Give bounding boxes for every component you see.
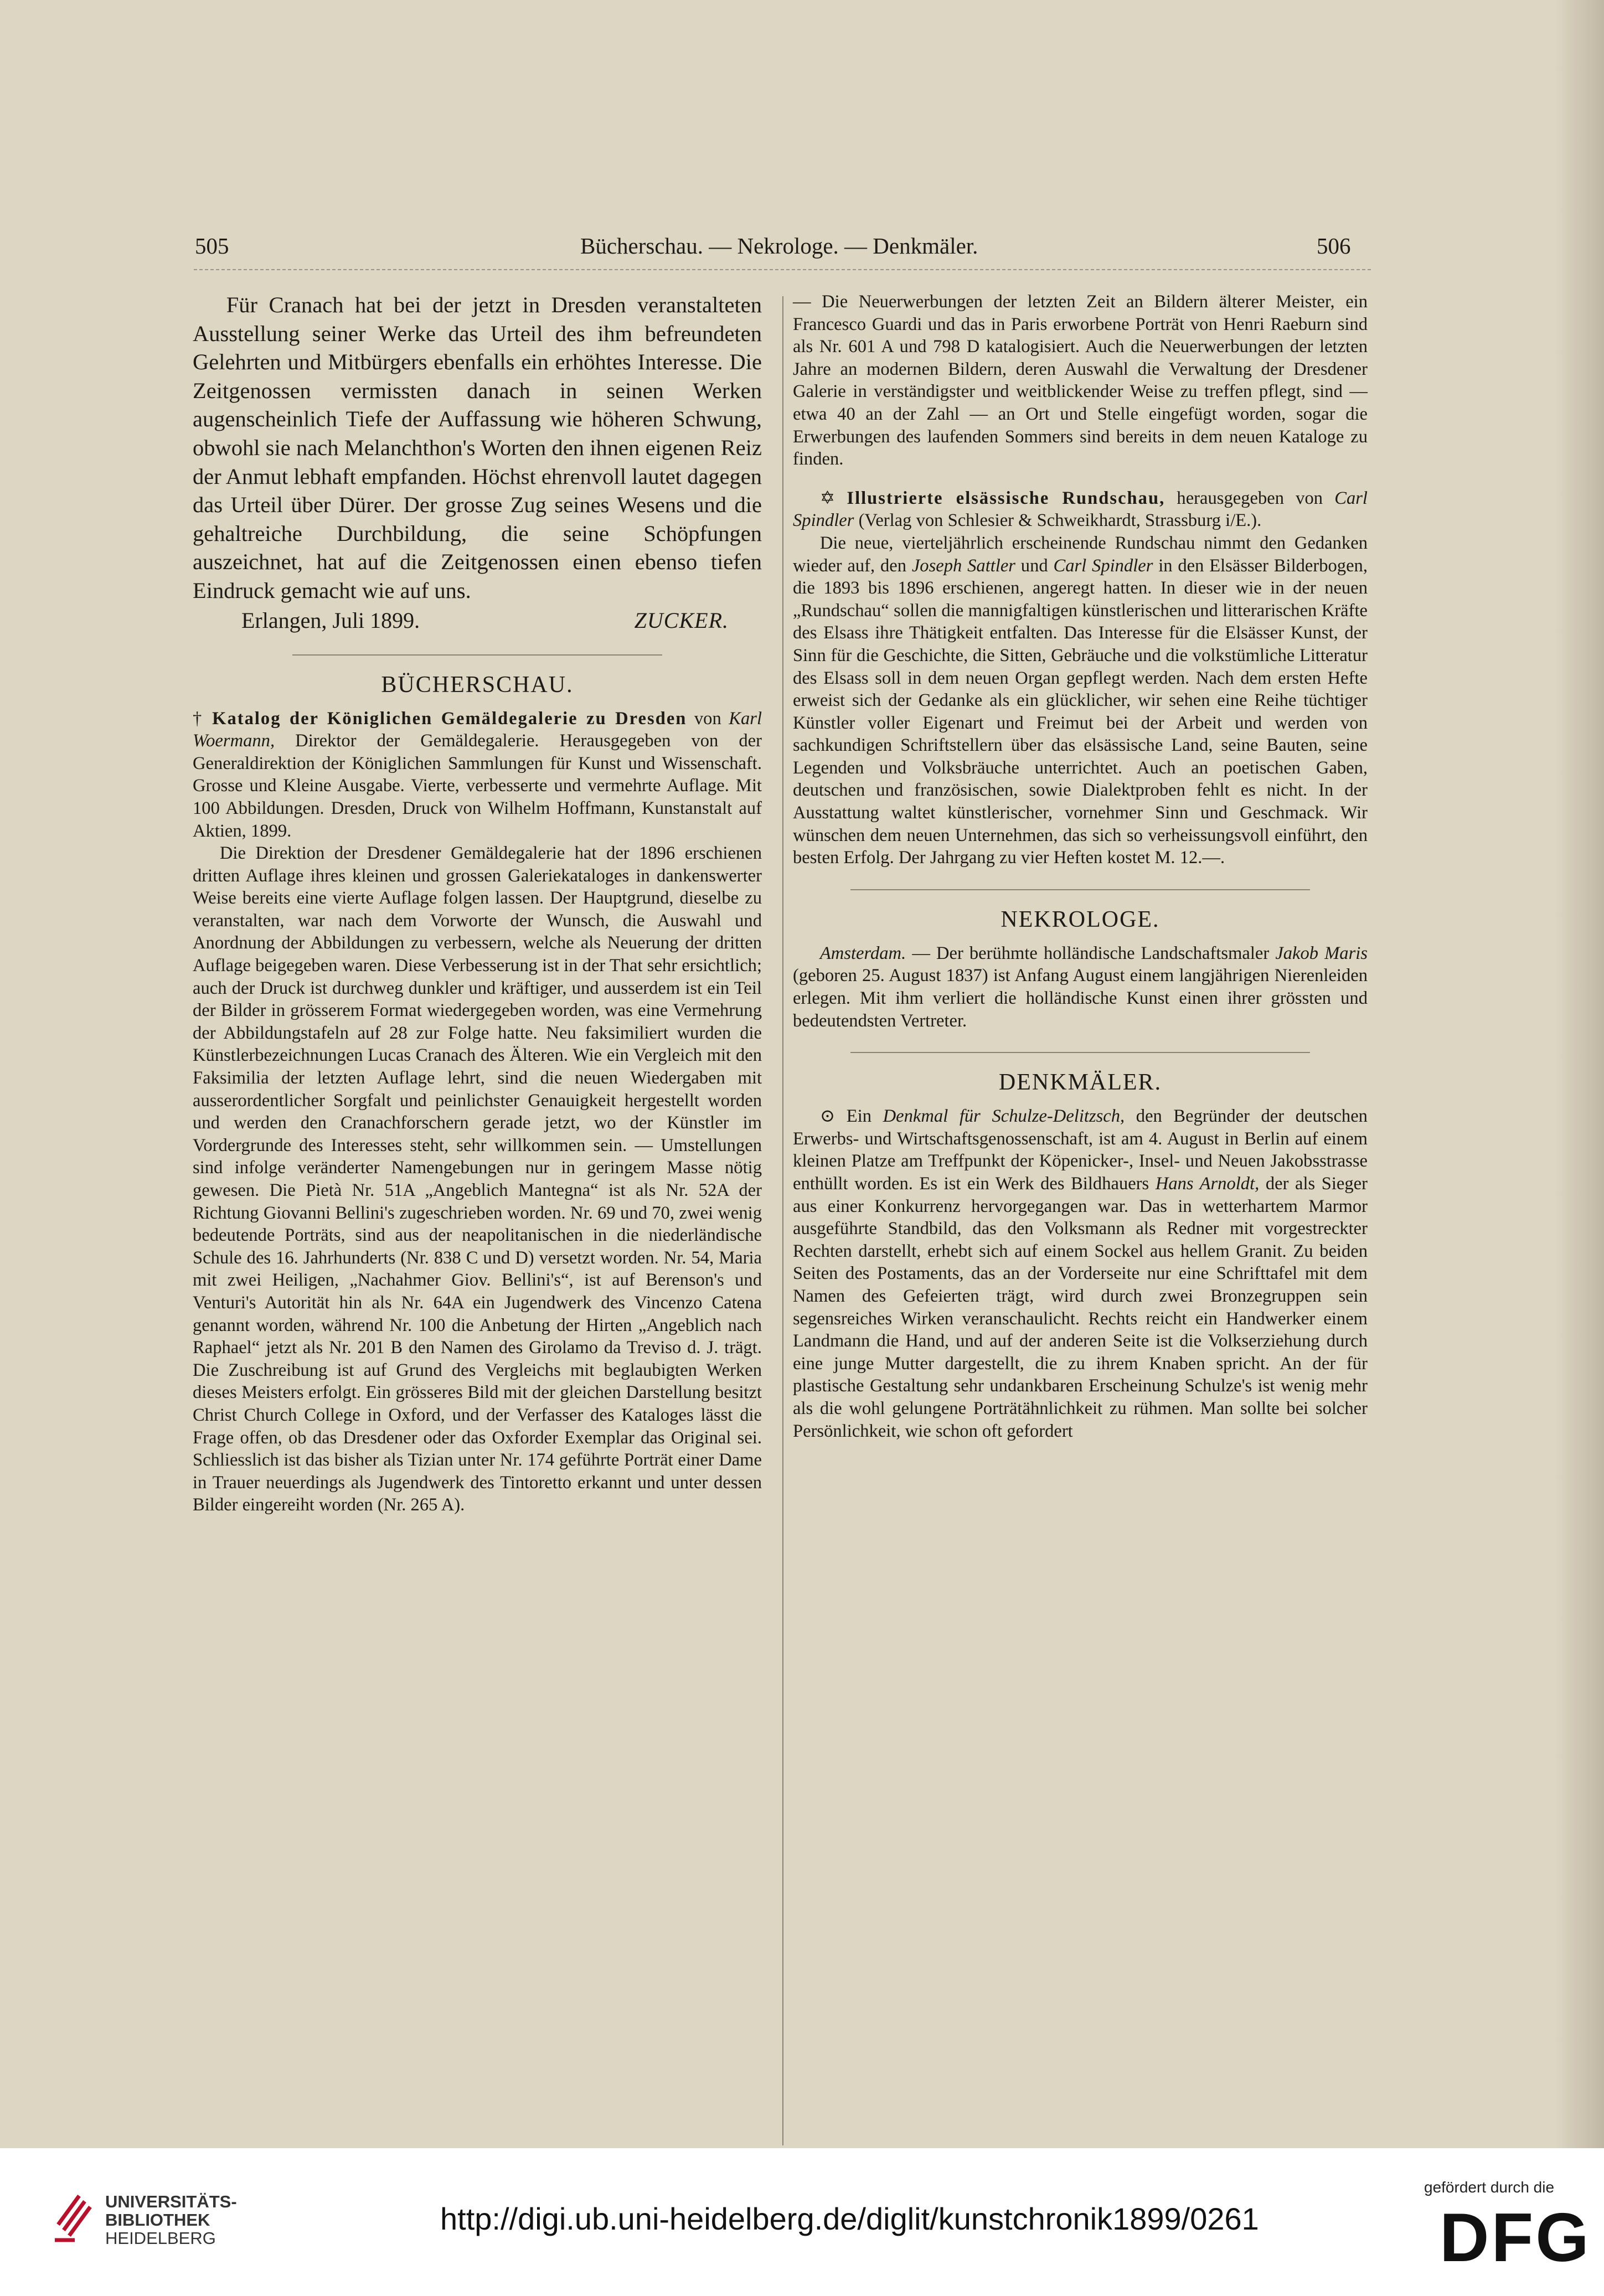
running-title: Bücherschau. — Nekrologe. — Denkmäler. xyxy=(580,233,978,259)
university-library-logo-icon xyxy=(53,2191,92,2245)
cranach-paragraph: Für Cranach hat bei der jetzt in Dresden veranstalteten Ausstellung seiner Werke das Urteil des ihm befreundeten Gelehrten und Mitbürgers ebenfalls ein erhöhtes Interesse. Die Zeitgenossen vermissten danach in seinen Werken augenscheinlich Tiefe der Auffassung wie höheren Schwung, obwohl sie nach Melanchthon's Worten den ihnen eigenen Reiz der Anmut lebhaft empfanden. Höchst ehrenvoll lautet dagegen das Urteil über Dürer. Der grosse Zug seines Wesens und die gehaltreiche Durchbildung, die seine Schöpfungen auszeichnet, hat auf die Zeitgenossen einen ebenso tiefen Eindruck gemacht wie auf uns. xyxy=(193,292,762,603)
catalog-review: Die Direktion der Dresdener Gemäldegalerie hat der 1896 erschienen dritten Auflage ihres kleinen und grossen Galeriekataloges in dankenswerter Weise bereits eine vierte Auflage folgen lassen. Der Hauptgrund, dieselbe zu veranstalten, war nach dem Vorworte der Wunsch, die Auswahl und Anordnung der Abbildungen zu verbessern, welche als Neuerung der dritten Auflage beigegeben waren. Diese Verbesserung ist in der That sehr ersichtlich; auch der Druck ist durchweg dunkler und kräftiger, und ausserdem ist ein Teil der Bilder in grösserem Format wiedergegeben worden, was eine Vermehrung der Abbildungstafeln auf 28 zur Folge hatte. Neu faksimiliert wurden die Künstlerbezeichnungen Lucas Cranach des Älteren. Wie ein Vergleich mit den Faksimilia der letzten Auflage lehrt, sind die neuen Wiedergaben mit ausserordentlicher Sorgfalt und peinlichster Genauigkeit hergestellt worden und werden den Cranachforschern gerade jetzt, wo der Künstler im Vordergrunde des Interesses steht, sehr willkommen sein. — Umstellungen sind infolge veränderter Namengebungen nur in geringem Masse nötig gewesen. Die Pietà Nr. 51A „Angeblich Mantegna“ ist als Nr. 52A der Richtung Giovanni Bellini's zugeschrieben worden. Nr. 69 und 70, zwei wenig bedeutende Porträts, sind aus der neapolitanischen in die niederländische Schule des 16. Jahrhunderts (Nr. 838 C und D) versetzt worden. Nr. 54, Maria mit zwei Heiligen, „Nachahmer Giov. Bellini's“, ist auf Berenson's und Venturi's Autorität hin als Nr. 64A ein Jugendwerk des Vincenzo Catena genannt worden, während Nr. 100 die Anbetung der Hirten „Angeblich nach Raphael“ jetzt als Nr. 201 B den Namen des Girolamo da Treviso d. J. trägt. Die Zuschreibung ist auf Grund des Vergleichs mit beglaubigten Werken dieses Meisters erfolgt. Ein grösseres Bild mit der gleichen Darstellung besitzt Christ Church College in Oxford, und der Verfasser des Kataloges lässt die Frage offen, ob das Dresdener oder das Oxforder Exemplar das Original sei. Schliesslich ist das bisher als Tizian unter Nr. 174 geführte Porträt einer Dame in Trauer neuerdings als Jugendwerk des Tintoretto erkannt und unter dessen Bilder eingereiht worden (Nr. 265 A). xyxy=(193,843,762,1515)
catalog-entry: † Katalog der Königlichen Gemäldegalerie zu Dresden von Karl Woermann, Direktor der Gemäldegalerie. Herausgegeben von der Generaldirektion der Königlichen Sammlungen für Kunst und Wissenschaft. Grosse und Kleine Ausgabe. Vierte, verbesserte und vermehrte Auflage. Mit 100 Abbildungen. Dresden, Druck von Wilhelm Hoffmann, Kunstanstalt auf Aktien, 1899. xyxy=(193,708,762,841)
right-column xyxy=(793,291,1368,1442)
acquisitions-paragraph: — Die Neuerwerbungen der letzten Zeit an Bildern älterer Meister, ein Francesco Guardi und das in Paris erworbene Porträt von Henri Raeburn sind als Nr. 601 A und 798 D katalogisiert. Auch die Neuerwerbungen der letzten Jahre an modernen Bildern, deren Auswahl die Verwaltung der Dresdener Galerie in verständigster und weitblickender Weise zu treffen pflegt, sind — etwa 40 an der Zahl — an Ort und Stelle eingefügt worden, sogar die Erwerbungen des laufenden Sommers sind bereits in dem neuen Kataloge zu finden. xyxy=(793,292,1368,469)
permalink-url[interactable]: http://digi.ub.uni-heidelberg.de/diglit/kunstchronik1899/0261 xyxy=(440,2201,1259,2236)
section-rule xyxy=(850,889,1310,890)
section-heading-nekrologe: NEKROLOGE. xyxy=(1000,906,1160,932)
signature-author: ZUCKER. xyxy=(634,607,729,633)
entry-mark: † xyxy=(193,708,205,729)
rundschau-title: Illustrierte elsässische Rundschau, xyxy=(847,488,1165,508)
section-heading-denkmaeler: DENKMÄLER. xyxy=(998,1070,1162,1096)
section-heading-buecherschau: BÜCHERSCHAU. xyxy=(381,672,574,698)
library-name: UNIVERSITÄTS- BIBLIOTHEK HEIDELBERG xyxy=(105,2192,237,2248)
column-divider xyxy=(782,296,783,2145)
section-rule xyxy=(292,654,662,656)
rundschau-editor: Carl Spindler xyxy=(793,488,1368,531)
entry-title: Katalog der Königlichen Gemäldegalerie zu Dresden xyxy=(212,708,687,729)
star-icon: ✡ xyxy=(819,488,835,508)
funding-note: gefördert durch die xyxy=(1424,2179,1555,2196)
signature-line xyxy=(193,606,762,634)
left-column xyxy=(193,291,762,1516)
digitization-footer xyxy=(0,2148,1604,2296)
obituary-maris: Amsterdam. — Der berühmte holländische Landschaftsmaler Jakob Maris (geboren 25. August 1837) ist Anfang August einem langjährigen Nierenleiden erlegen. Mit ihm verliert die holländische Kunst einen ihrer grössten und bedeutendsten Vertreter. xyxy=(793,943,1368,1031)
rundschau-review: Die neue, vierteljährlich erscheinende Rundschau nimmt den Gedanken wieder auf, den Joseph Sattler und Carl Spindler in den Elsässer Bilderbogen, die 1893 bis 1896 erschienen, angeregt hatten. In dieser wie in der neuen „Rundschau“ sollen die mannigfaltigen künstlerischen und litterarischen Kräfte des Elsass ihre Thätigkeit entfalten. Das Interesse für die Elsässer Kunst, der Sinn für die Geschichte, die Sitten, Gebräuche und die volkstümliche Litteratur des Elsass soll in dem neuen Organ gepflegt werden. Nach dem ersten Hefte erweist sich der Gedanke als ein glücklicher, wir sehen eine Reihe tüchtiger Künstler voller Eigenart und Freimut bei der Arbeit und werden von sachkundigen Schriftstellern über das elsässische Land, seine Bauten, seine Legenden und Volksbräuche unterrichtet. Auch an poetischen Gaben, deutschen und französischen, sowie Dialektproben fehlt es nicht. In der Ausstattung waltet künstlerischer, vornehmer Sinn und Geschmack. Wir wünschen dem neuen Unternehmen, das sich so verheissungsvoll einführt, den besten Erfolg. Der Jahrgang zu vier Heften kostet M. 12.—. xyxy=(793,533,1368,868)
page-number-right: 506 xyxy=(1317,233,1351,259)
circle-dot-icon: ⊙ xyxy=(819,1106,835,1127)
section-rule xyxy=(850,1052,1310,1053)
rundschau-entry: ✡ Illustrierte elsässische Rundschau, herausgegeben von Carl Spindler (Verlag von Schlesier & Schweikhardt, Strassburg i/E.). xyxy=(793,488,1368,531)
entry-author: Karl Woermann, xyxy=(193,708,762,751)
signature-place: Erlangen, Juli 1899. xyxy=(241,607,420,633)
monument-paragraph: ⊙ Ein Denkmal für Schulze-Delitzsch, den Begründer der deutschen Erwerbs- und Wirtschaftsgenossenschaft, ist am 4. August in Berlin auf einem kleinen Platze am Treffpunkt der Köpenicker-, Insel- und Neuen Jakobsstrasse enthüllt worden. Es ist ein Werk des Bildhauers Hans Arnoldt, der als Sieger aus einer Konkurrenz hervorgegangen war. Das in wetterhartem Marmor ausgeführte Standbild, das den Volksmann als Redner mit vorgestreckter Rechten darstellt, erhebt sich auf einem Sockel aus hellem Granit. Zu beiden Seiten des Postaments, das an der Vorderseite nur eine Schrifttafel mit dem Namen des Gefeierten trägt, wird durch zwei Bronzegruppen sein segensreiches Wirken veranschaulicht. Rechts reicht ein Handwerker einem Landmann die Hand, und auf der anderen Seite ist die Volkserziehung durch eine junge Mutter dargestellt, die zu ihrem Knaben spricht. An der für plastische Gestaltung sehr undankbaren Erscheinung Schulze's ist wenig mehr als die wohl gelungene Porträtähnlichkeit zu rühmen. Man sollte bei solcher Persönlichkeit, wie schon oft gefordert xyxy=(793,1106,1368,1441)
header-rule xyxy=(194,269,1371,270)
dfg-logo: DFG xyxy=(1440,2200,1591,2276)
page-number-left: 505 xyxy=(195,233,229,259)
